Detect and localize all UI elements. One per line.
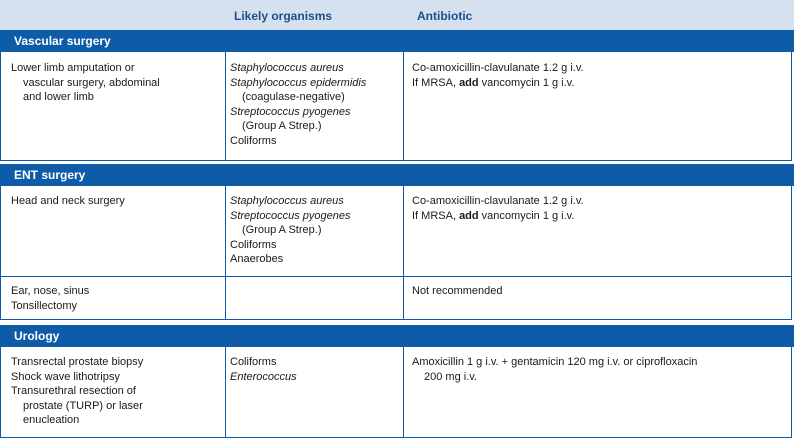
table-row	[0, 52, 792, 161]
section-header-vascular	[0, 30, 794, 52]
table-row	[0, 277, 792, 320]
organisms-cell: Staphylococcus aureus Streptococcus pyogenes (Group A Strep.) Coliforms Anaerobes	[230, 195, 351, 265]
antibiotic-cell: Co-amoxicillin-clavulanate 1.2 g i.v. If MRSA, add vancomycin 1 g i.v.	[412, 62, 584, 89]
section-title: Urology	[14, 329, 60, 343]
section-title: ENT surgery	[14, 168, 86, 182]
table-row	[0, 347, 792, 438]
organisms-cell: Coliforms Enterococcus	[230, 356, 297, 383]
section-header-urology	[0, 325, 794, 347]
antibiotic-cell: Not recommended	[412, 285, 503, 297]
antibiotic-cell: Co-amoxicillin-clavulanate 1.2 g i.v. If MRSA, add vancomycin 1 g i.v.	[412, 195, 584, 222]
procedure-cell: Transrectal prostate biopsy Shock wave lithotripsy Transurethral resection of prostate (TURP) or laser enucleation	[11, 356, 144, 426]
table-header	[0, 0, 794, 30]
organisms-cell: Staphylococcus aureus Staphylococcus epidermidis (coagulase-negative) Streptococcus pyogenes (Group A Strep.) Coliforms	[230, 62, 367, 147]
section-header-ent	[0, 164, 794, 186]
column-header-antibiotic: Antibiotic	[417, 9, 473, 23]
procedure-cell: Lower limb amputation or vascular surgery, abdominal and lower limb	[11, 62, 160, 103]
table-row	[0, 186, 792, 277]
procedure-cell: Head and neck surgery	[11, 195, 125, 207]
antibiotic-cell: Amoxicillin 1 g i.v. + gentamicin 120 mg i.v. or ciprofloxacin 200 mg i.v.	[412, 356, 698, 383]
procedure-cell: Ear, nose, sinus Tonsillectomy	[11, 285, 90, 312]
section-title: Vascular surgery	[14, 34, 111, 48]
column-header-organisms: Likely organisms	[234, 9, 333, 23]
